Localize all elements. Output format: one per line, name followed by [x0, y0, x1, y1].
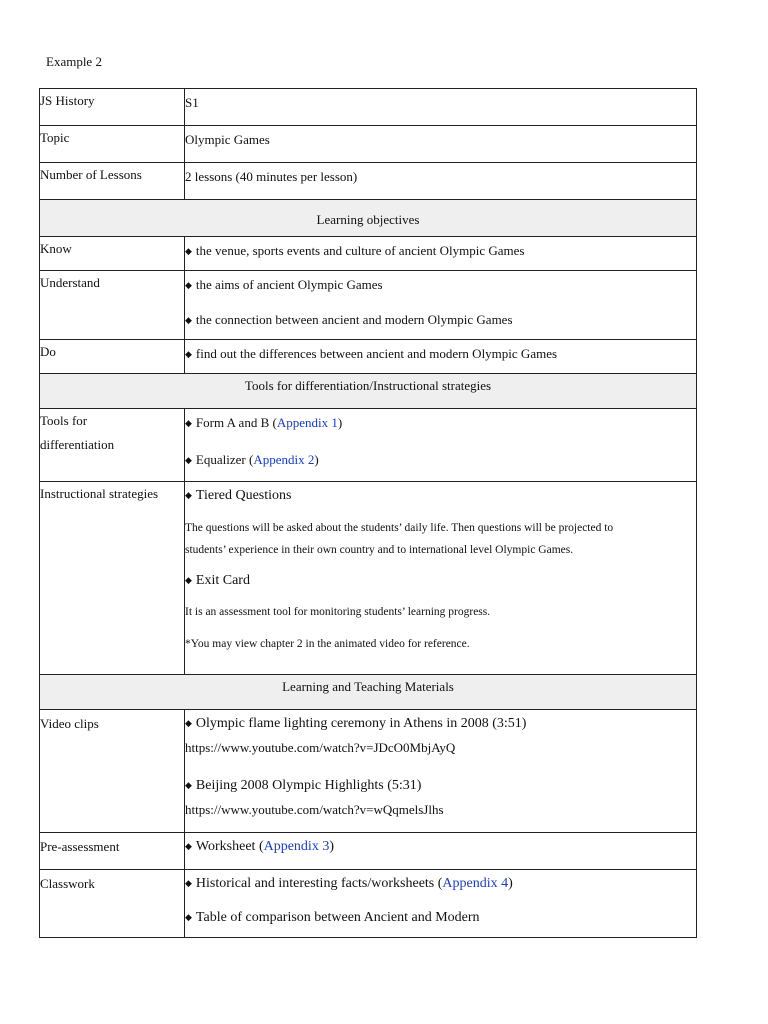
understand-item: ◆ the connection between ancient and modern Olympic Games [185, 308, 696, 333]
table-row [40, 340, 697, 374]
tool-item-close: ) [337, 415, 343, 430]
topic-label: Topic [40, 126, 185, 163]
table-row [40, 163, 697, 200]
tools-label [40, 409, 185, 482]
table-row [40, 89, 697, 126]
section-header-row [40, 374, 697, 409]
tool-item-close: ) [314, 452, 319, 467]
objectives-heading: Learning objectives [40, 200, 697, 237]
tools-label-line: differentiation [40, 437, 115, 452]
video-2-title: ◆ Beijing 2008 Olympic Highlights (5:31) [185, 774, 696, 798]
pre-assessment-cell [185, 833, 697, 870]
lessons-value: 2 lessons (40 minutes per lesson) [185, 163, 697, 200]
strategies-label: Instructional strategies [40, 482, 185, 675]
appendix-4-link[interactable]: Appendix 4 [442, 876, 509, 891]
video-note: *You may view chapter 2 in the animated video for reference. [185, 638, 470, 650]
subject-value: S1 [185, 89, 697, 126]
tool-item [185, 448, 696, 473]
do-cell [185, 340, 697, 374]
understand-cell [185, 271, 697, 340]
video-1-title: ◆ Olympic flame lighting ceremony in Athens in 2008 (3:51) [185, 712, 696, 736]
video-2-url[interactable]: https://www.youtube.com/watch?v=wQqmelsJlhs [185, 802, 444, 817]
tool-item [185, 411, 696, 436]
do-label: Do [40, 340, 185, 374]
understand-label: Understand [40, 271, 185, 340]
tiered-questions-title: ◆ Tiered Questions [185, 484, 696, 508]
table-row [40, 126, 697, 163]
tool-item-text: Equalizer ( [195, 452, 254, 467]
section-header-row [40, 200, 697, 237]
know-cell [185, 237, 697, 271]
know-item: ◆ the venue, sports events and culture of ancient Olympic Games [185, 239, 696, 264]
classwork-item [185, 872, 696, 896]
pre-assessment-label: Pre-assessment [40, 833, 185, 870]
topic-value: Olympic Games [185, 126, 697, 163]
do-item: ◆ find out the differences between ancient and modern Olympic Games [185, 342, 696, 367]
tool-item-text: Form A and B ( [195, 415, 277, 430]
tiered-desc-line: The questions will be asked about the students’ daily life. Then questions will be projected to [185, 522, 614, 534]
pre-assessment-item [185, 835, 696, 859]
video-label: Video clips [40, 710, 185, 833]
classwork-text: Historical and interesting facts/worksheets ( [195, 876, 443, 891]
video-1-url[interactable]: https://www.youtube.com/watch?v=JDcO0MbjAyQ [185, 740, 456, 755]
subject-label: JS History [40, 89, 185, 126]
appendix-1-link[interactable]: Appendix 1 [276, 415, 338, 430]
tools-label-line: Tools for [40, 413, 88, 428]
classwork-item: ◆ Table of comparison between Ancient and Modern [185, 906, 696, 930]
classwork-label: Classwork [40, 870, 185, 938]
exit-card-title: ◆ Exit Card [185, 569, 696, 593]
lesson-plan-table [39, 88, 697, 938]
video-cell [185, 710, 697, 833]
lessons-label: Number of Lessons [40, 163, 185, 200]
table-row [40, 271, 697, 340]
classwork-cell [185, 870, 697, 938]
know-label: Know [40, 237, 185, 271]
classwork-close: ) [508, 876, 513, 891]
appendix-2-link[interactable]: Appendix 2 [253, 452, 315, 467]
tools-cell [185, 409, 697, 482]
section-header-row [40, 675, 697, 710]
table-row [40, 870, 697, 938]
strategies-cell [185, 482, 697, 675]
table-row [40, 482, 697, 675]
exit-card-desc: It is an assessment tool for monitoring students’ learning progress. [185, 606, 491, 618]
tiered-desc-line: students’ experience in their own country and to international level Olympic Games. [185, 544, 574, 556]
table-row [40, 237, 697, 271]
pre-assessment-close: ) [329, 839, 334, 854]
table-row [40, 833, 697, 870]
pre-assessment-text: Worksheet ( [195, 839, 264, 854]
appendix-3-link[interactable]: Appendix 3 [263, 839, 330, 854]
materials-heading: Learning and Teaching Materials [40, 675, 697, 710]
tools-heading: Tools for differentiation/Instructional strategies [40, 374, 697, 409]
example-label: Example 2 [46, 54, 102, 69]
understand-item: ◆ the aims of ancient Olympic Games [185, 273, 696, 298]
table-row [40, 710, 697, 833]
table-row [40, 409, 697, 482]
